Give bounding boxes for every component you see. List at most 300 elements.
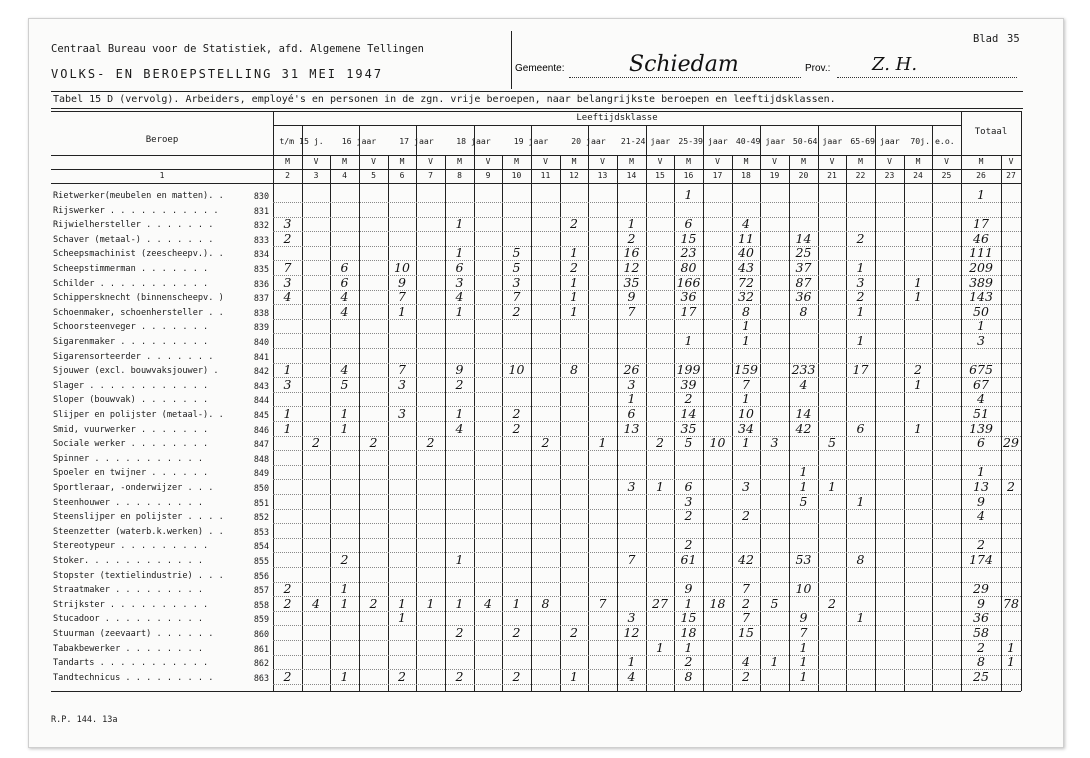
occupation-code: 839 bbox=[241, 320, 269, 334]
occupation-label: Slager . . . . . . . . . . . . bbox=[53, 380, 209, 391]
cell-value: 2 bbox=[283, 595, 292, 611]
cell-value: 6 bbox=[977, 435, 985, 451]
cell-value: 1 bbox=[914, 289, 922, 305]
cell-value: 2 bbox=[684, 391, 693, 407]
cell-value: 1 bbox=[570, 274, 578, 290]
age-group-rule-v bbox=[932, 125, 933, 691]
cell-value: 1 bbox=[340, 581, 349, 597]
census-title: VOLKS- EN BEROEPSTELLING 31 MEI 1947 bbox=[51, 67, 384, 81]
cell-value: 5 bbox=[770, 595, 779, 611]
cell-value: 9 bbox=[977, 595, 985, 611]
occupation-age-table bbox=[51, 111, 1021, 707]
sex-header: M bbox=[285, 157, 290, 166]
age-group-header: 16 jaar bbox=[341, 136, 377, 146]
occupation-code: 838 bbox=[241, 306, 269, 320]
cell-value: 78 bbox=[1003, 595, 1019, 611]
column-number: 2 bbox=[285, 171, 290, 180]
sex-header: V bbox=[887, 157, 892, 166]
occupation-code: 837 bbox=[241, 291, 269, 305]
cell-value: 1 bbox=[684, 187, 693, 202]
sex-header: M bbox=[743, 157, 749, 166]
cell-value: 2 bbox=[684, 654, 693, 670]
cell-value: 1 bbox=[570, 668, 578, 684]
cell-value: 2 bbox=[856, 230, 865, 246]
column-number: 17 bbox=[712, 171, 723, 180]
cell-value: 10 bbox=[508, 362, 525, 378]
sex-header: V bbox=[657, 157, 663, 166]
cell-value: 1 bbox=[398, 610, 406, 626]
cell-value: 6 bbox=[455, 260, 464, 275]
occupation-code: 850 bbox=[241, 481, 269, 495]
occupation-code: 845 bbox=[241, 408, 269, 422]
occupation-code: 840 bbox=[241, 335, 269, 349]
cell-value: 1 bbox=[398, 303, 406, 319]
row-dotted-line bbox=[273, 625, 1021, 626]
row-dotted-line bbox=[273, 450, 1021, 451]
leeftijdsklasse-header: Leeftijdsklasse bbox=[576, 113, 658, 123]
cell-value: 4 bbox=[977, 391, 985, 407]
cell-value: 3 bbox=[398, 376, 406, 392]
cell-value: 2 bbox=[684, 508, 693, 524]
cell-value: 1 bbox=[627, 654, 636, 670]
occupation-code: 857 bbox=[241, 583, 269, 597]
row-dotted-line bbox=[273, 669, 1021, 670]
cell-value: 6 bbox=[627, 406, 636, 421]
occupation-label: Schoorsteenveger . . . . . . . bbox=[53, 322, 209, 333]
cell-value: 1 bbox=[684, 595, 693, 611]
cell-value: 1 bbox=[426, 595, 435, 611]
cell-value: 25 bbox=[973, 668, 989, 684]
row-dotted-line bbox=[273, 246, 1021, 247]
gemeente-label: Gemeente: bbox=[515, 63, 565, 74]
table-top-rule bbox=[51, 111, 1021, 112]
age-group-header: 65-69 jaar bbox=[850, 136, 900, 146]
cell-value: 72 bbox=[738, 274, 754, 290]
sex-header: V bbox=[543, 157, 548, 166]
occupation-code: 861 bbox=[241, 642, 269, 656]
cell-value: 2 bbox=[742, 508, 750, 524]
cell-value: 1 bbox=[684, 333, 693, 348]
cell-value: 174 bbox=[969, 552, 993, 567]
cell-value: 2 bbox=[455, 668, 464, 684]
occupation-code: 851 bbox=[241, 496, 269, 510]
cell-value: 1 bbox=[799, 668, 808, 684]
column-number: 22 bbox=[855, 171, 866, 180]
age-group-header: t/m 15 j. bbox=[279, 136, 324, 146]
cell-value: 3 bbox=[512, 274, 521, 290]
cell-value: 3 bbox=[627, 376, 636, 392]
province-value: Z. H. bbox=[872, 54, 918, 75]
cell-value: 1 bbox=[742, 435, 750, 451]
cell-value: 4 bbox=[340, 289, 349, 305]
cell-value: 1 bbox=[1007, 639, 1015, 655]
occupation-code: 836 bbox=[241, 277, 269, 291]
cell-value: 1 bbox=[684, 639, 693, 655]
cell-value: 2 bbox=[455, 625, 464, 640]
row-dotted-line bbox=[273, 333, 1021, 334]
cell-value: 2 bbox=[512, 668, 521, 684]
occupation-label: Schilder . . . . . . . . . . . bbox=[53, 278, 209, 289]
occupation-label: Sjouwer (excl. bouwvaksjouwer) . bbox=[53, 366, 219, 377]
occupation-code: 832 bbox=[241, 218, 269, 232]
cell-value: 5 bbox=[828, 435, 836, 451]
cell-value: 23 bbox=[680, 245, 697, 261]
cell-value: 4 bbox=[627, 668, 636, 684]
column-number: 23 bbox=[884, 171, 895, 180]
cell-value: 40 bbox=[738, 245, 754, 261]
occupation-label: Stereotypeur . . . . . . . . . bbox=[53, 541, 209, 552]
cell-value: 36 bbox=[795, 289, 812, 305]
sex-header: V bbox=[829, 157, 835, 166]
cell-value: 29 bbox=[973, 581, 989, 597]
cell-value: 2 bbox=[742, 595, 750, 611]
cell-value: 13 bbox=[973, 479, 989, 494]
cell-value: 2 bbox=[512, 303, 521, 319]
cell-value: 143 bbox=[969, 289, 993, 305]
form-code: R.P. 144. 13a bbox=[51, 715, 118, 725]
cell-value: 1 bbox=[340, 668, 349, 684]
cell-value: 8 bbox=[856, 552, 865, 567]
cell-value: 7 bbox=[742, 376, 750, 392]
cell-value: 2 bbox=[856, 289, 865, 305]
age-group-header: 50-64 jaar bbox=[792, 136, 843, 146]
cell-value: 6 bbox=[340, 274, 349, 290]
cell-value: 2 bbox=[369, 435, 378, 451]
cell-value: 2 bbox=[1007, 479, 1015, 494]
cell-value: 2 bbox=[742, 668, 750, 684]
cell-value: 3 bbox=[283, 216, 292, 232]
cell-value: 4 bbox=[977, 508, 985, 524]
gemeente-value: Schiedam bbox=[629, 52, 739, 77]
column-number: 4 bbox=[342, 171, 347, 180]
cell-value: 37 bbox=[795, 260, 812, 275]
age-group-header: 18 jaar bbox=[456, 136, 491, 146]
cell-value: 4 bbox=[283, 289, 292, 305]
cell-value: 1 bbox=[283, 420, 292, 436]
age-group-header: 70j. e.o. bbox=[910, 136, 955, 146]
row-dotted-line bbox=[273, 523, 1021, 524]
occupation-code: 860 bbox=[241, 627, 269, 641]
cell-value: 12 bbox=[623, 260, 640, 275]
sex-header: M bbox=[915, 157, 921, 166]
occupation-code: 862 bbox=[241, 656, 269, 670]
cell-value: 8 bbox=[977, 654, 985, 670]
cell-value: 3 bbox=[283, 274, 292, 290]
column-number: 27 bbox=[1006, 171, 1016, 180]
age-group-header: 40-49 jaar bbox=[735, 136, 786, 146]
cell-value: 7 bbox=[742, 581, 750, 597]
cell-value: 2 bbox=[541, 435, 550, 451]
cell-value: 2 bbox=[283, 581, 292, 597]
census-form-sheet bbox=[28, 18, 1064, 748]
occupation-label: Stuurman (zeevaart) . . . . . . bbox=[53, 629, 214, 639]
cell-value: 4 bbox=[742, 216, 750, 232]
cell-value: 2 bbox=[312, 435, 320, 451]
cell-value: 2 bbox=[914, 362, 922, 378]
row-dotted-line bbox=[273, 260, 1021, 261]
sex-header: M bbox=[571, 157, 577, 166]
row-dotted-line bbox=[273, 552, 1021, 553]
occupation-code: 853 bbox=[241, 525, 269, 539]
column-number: 25 bbox=[941, 171, 952, 180]
occupation-code: 863 bbox=[241, 671, 269, 685]
sex-header: M bbox=[629, 157, 634, 166]
occupation-label: Rijwielhersteller . . . . . . . bbox=[53, 220, 214, 231]
occupation-label: Sociale werker . . . . . . . . bbox=[53, 439, 209, 450]
cell-value: 1 bbox=[977, 464, 985, 480]
cell-value: 46 bbox=[973, 230, 989, 246]
blad-number: 35 bbox=[1007, 33, 1020, 45]
occupation-label: Scheepsmachinist (zeescheepv.). . bbox=[53, 249, 224, 260]
cell-value: 389 bbox=[969, 274, 993, 290]
occupation-code: 831 bbox=[241, 204, 269, 218]
sex-header: V bbox=[428, 157, 433, 166]
cell-value: 2 bbox=[340, 552, 349, 567]
occupation-code: 847 bbox=[241, 437, 269, 451]
cell-value: 14 bbox=[795, 230, 812, 246]
cell-value: 2 bbox=[656, 435, 664, 451]
cell-value: 2 bbox=[512, 406, 521, 421]
cell-value: 15 bbox=[680, 610, 697, 626]
row-dotted-line bbox=[273, 231, 1021, 232]
cell-value: 675 bbox=[969, 362, 993, 378]
column-number: 18 bbox=[741, 171, 751, 180]
cell-value: 1 bbox=[455, 216, 464, 232]
cell-value: 7 bbox=[398, 289, 406, 305]
column-number: 14 bbox=[626, 171, 637, 180]
cell-value: 2 bbox=[627, 230, 636, 246]
cell-value: 29 bbox=[1003, 435, 1019, 451]
cell-value: 25 bbox=[795, 245, 812, 261]
cell-value: 3 bbox=[627, 610, 636, 626]
cell-value: 9 bbox=[627, 289, 636, 305]
occupation-label: Stoker. . . . . . . . . . . . bbox=[53, 556, 204, 566]
cell-value: 7 bbox=[627, 552, 636, 567]
cell-value: 9 bbox=[799, 610, 808, 626]
cell-value: 9 bbox=[684, 581, 693, 597]
cell-value: 7 bbox=[398, 362, 406, 378]
cell-value: 35 bbox=[680, 420, 697, 436]
row-dotted-line bbox=[273, 348, 1021, 349]
row-dotted-line bbox=[273, 406, 1021, 407]
occupation-label: Sportleraar, -onderwijzer . . . bbox=[53, 483, 214, 493]
beroep-header: Beroep bbox=[145, 135, 179, 145]
cell-value: 4 bbox=[312, 595, 320, 611]
cell-value: 1 bbox=[656, 479, 664, 494]
cell-value: 7 bbox=[598, 595, 607, 611]
cell-value: 67 bbox=[973, 376, 989, 392]
occupation-label: Sigarenmaker . . . . . . . . . bbox=[53, 337, 209, 347]
cell-value: 1 bbox=[656, 639, 664, 655]
column-number: 15 bbox=[655, 171, 665, 180]
cell-value: 10 bbox=[738, 406, 754, 421]
sex-header: V bbox=[313, 157, 319, 166]
cell-value: 1 bbox=[977, 187, 985, 202]
cell-value: 111 bbox=[969, 245, 993, 261]
cell-value: 3 bbox=[770, 435, 779, 451]
cell-value: 5 bbox=[684, 435, 693, 451]
sex-header: M bbox=[686, 157, 691, 166]
column-number: 24 bbox=[913, 171, 923, 180]
column-number: 9 bbox=[485, 171, 491, 180]
cell-value: 1 bbox=[977, 318, 985, 334]
occupation-label: Tandarts . . . . . . . . . . . bbox=[53, 658, 209, 669]
cell-value: 1 bbox=[455, 406, 464, 421]
occupation-label: Tandtechnicus . . . . . . . . . bbox=[53, 672, 214, 683]
cell-value: 53 bbox=[795, 552, 812, 567]
cell-value: 4 bbox=[484, 595, 492, 611]
occupation-code: 846 bbox=[241, 423, 269, 437]
row-dotted-line bbox=[273, 494, 1021, 495]
occupation-label: Scheepstimmerman . . . . . . . bbox=[53, 264, 209, 274]
cell-value: 166 bbox=[676, 274, 701, 290]
occupation-code: 855 bbox=[241, 554, 269, 568]
occupation-code: 854 bbox=[241, 539, 269, 553]
occupation-code: 848 bbox=[241, 452, 269, 466]
cell-value: 1 bbox=[770, 654, 779, 670]
cell-value: 14 bbox=[680, 406, 697, 421]
occupation-label: Steenslijper en polijster . . . . bbox=[53, 512, 224, 523]
sex-header: M bbox=[801, 157, 806, 166]
column-number: 5 bbox=[371, 171, 376, 180]
cell-value: 3 bbox=[398, 406, 406, 421]
cell-value: 8 bbox=[742, 303, 750, 319]
cell-value: 3 bbox=[684, 493, 693, 509]
row-dotted-line bbox=[273, 392, 1021, 393]
cell-value: 1 bbox=[856, 493, 865, 509]
cell-value: 1 bbox=[856, 333, 865, 348]
cell-value: 16 bbox=[623, 245, 640, 261]
cell-value: 4 bbox=[340, 362, 349, 378]
cell-value: 1 bbox=[914, 376, 922, 392]
cell-value: 11 bbox=[738, 230, 754, 246]
cell-value: 3 bbox=[742, 479, 750, 494]
age-group-header: 17 jaar bbox=[399, 136, 434, 146]
cell-value: 7 bbox=[512, 289, 521, 305]
cell-value: 1 bbox=[914, 420, 922, 436]
column-number: 26 bbox=[976, 171, 986, 180]
table-title: Tabel 15 D (vervolg). Arbeiders, employé's en personen in de zgn. vrije beroepen, naar belangrijkste beroepen en leeftijdsklassen. bbox=[51, 91, 1023, 109]
cell-value: 26 bbox=[623, 362, 640, 378]
cell-value: 35 bbox=[623, 274, 640, 290]
cell-value: 1 bbox=[627, 216, 636, 232]
cell-value: 2 bbox=[977, 639, 985, 655]
header-divider bbox=[511, 31, 512, 89]
occupation-code: 843 bbox=[241, 379, 269, 393]
age-group-header: 19 jaar bbox=[513, 136, 549, 146]
row-dotted-line bbox=[273, 465, 1021, 466]
cell-value: 1 bbox=[598, 435, 607, 451]
cell-value: 8 bbox=[541, 595, 550, 611]
cell-value: 15 bbox=[738, 625, 754, 640]
occupation-code: 830 bbox=[241, 189, 269, 203]
cell-value: 5 bbox=[340, 376, 349, 392]
blad-label: Blad bbox=[973, 33, 999, 45]
column-number: 13 bbox=[597, 171, 608, 180]
cell-value: 10 bbox=[709, 435, 726, 451]
totaal-header: Totaal bbox=[974, 127, 1008, 137]
sex-header: V bbox=[772, 157, 777, 166]
column-number: 12 bbox=[569, 171, 579, 180]
cell-value: 8 bbox=[684, 668, 693, 684]
cell-value: 1 bbox=[570, 245, 578, 261]
occupation-label: Rietwerker(meubelen en matten). . bbox=[53, 191, 224, 201]
cell-value: 14 bbox=[795, 406, 812, 421]
cell-value: 1 bbox=[627, 391, 636, 407]
cell-value: 4 bbox=[455, 289, 464, 305]
sex-header: V bbox=[944, 157, 949, 166]
cell-value: 2 bbox=[570, 625, 578, 640]
sex-header: M bbox=[514, 157, 519, 166]
cell-value: 1 bbox=[742, 391, 750, 407]
cell-value: 199 bbox=[676, 362, 701, 378]
occupation-label: Steenhouwer . . . . . . . . . bbox=[53, 497, 204, 508]
occupation-label: Stucadoor . . . . . . . . . . bbox=[53, 614, 204, 625]
sex-header: M bbox=[858, 157, 863, 166]
cell-value: 2 bbox=[828, 595, 836, 611]
age-group-header: 20 jaar bbox=[571, 136, 606, 146]
cell-value: 1 bbox=[828, 479, 836, 494]
column-number: 7 bbox=[428, 171, 433, 180]
cell-value: 4 bbox=[455, 420, 464, 436]
cell-value: 7 bbox=[627, 303, 636, 319]
cell-value: 34 bbox=[738, 420, 754, 436]
cell-value: 1 bbox=[570, 289, 578, 305]
column-number: 21 bbox=[827, 171, 837, 180]
cell-value: 1 bbox=[340, 406, 349, 421]
cell-value: 2 bbox=[570, 260, 578, 275]
occupation-code: 849 bbox=[241, 466, 269, 480]
occupation-code: 842 bbox=[241, 364, 269, 378]
occupation-label: Strijkster . . . . . . . . . . bbox=[53, 599, 209, 610]
cell-value: 87 bbox=[795, 274, 812, 290]
occupation-code: 856 bbox=[241, 569, 269, 583]
column-number: 3 bbox=[313, 171, 319, 180]
cell-value: 2 bbox=[426, 435, 435, 451]
row-dotted-line bbox=[273, 655, 1021, 656]
sex-header: V bbox=[600, 157, 605, 166]
cell-value: 27 bbox=[652, 595, 668, 611]
occupation-code: 844 bbox=[241, 393, 269, 407]
cell-value: 7 bbox=[799, 625, 808, 640]
table-bottom-rule bbox=[51, 691, 1021, 692]
cell-value: 2 bbox=[512, 420, 521, 436]
column-number: 16 bbox=[683, 171, 694, 180]
occupation-code: 859 bbox=[241, 612, 269, 626]
occupation-label: Smid, vuurwerker . . . . . . . bbox=[53, 424, 209, 435]
cell-value: 12 bbox=[623, 625, 640, 640]
cell-value: 4 bbox=[799, 376, 808, 392]
column-number: 20 bbox=[798, 171, 809, 180]
province-line bbox=[837, 77, 1017, 78]
column-number: 19 bbox=[769, 171, 780, 180]
occupation-code: 835 bbox=[241, 262, 269, 276]
occupation-label: Spoeler en twijner . . . . . . bbox=[53, 468, 209, 479]
sex-header: M bbox=[342, 157, 347, 166]
cell-value: 10 bbox=[795, 581, 812, 597]
cell-value: 1 bbox=[340, 595, 349, 611]
cell-value: 61 bbox=[680, 552, 697, 567]
occupation-code: 834 bbox=[241, 247, 269, 261]
cell-value: 1 bbox=[340, 420, 349, 436]
occupation-label: Straatmaker . . . . . . . . . bbox=[53, 585, 204, 596]
province-label: Prov.: bbox=[805, 63, 831, 74]
cell-value: 32 bbox=[738, 289, 754, 305]
cell-value: 43 bbox=[738, 260, 754, 275]
cell-value: 233 bbox=[791, 362, 816, 378]
cell-value: 2 bbox=[570, 216, 578, 232]
occupation-label: Schaver (metaal-) . . . . . . . bbox=[53, 234, 214, 245]
